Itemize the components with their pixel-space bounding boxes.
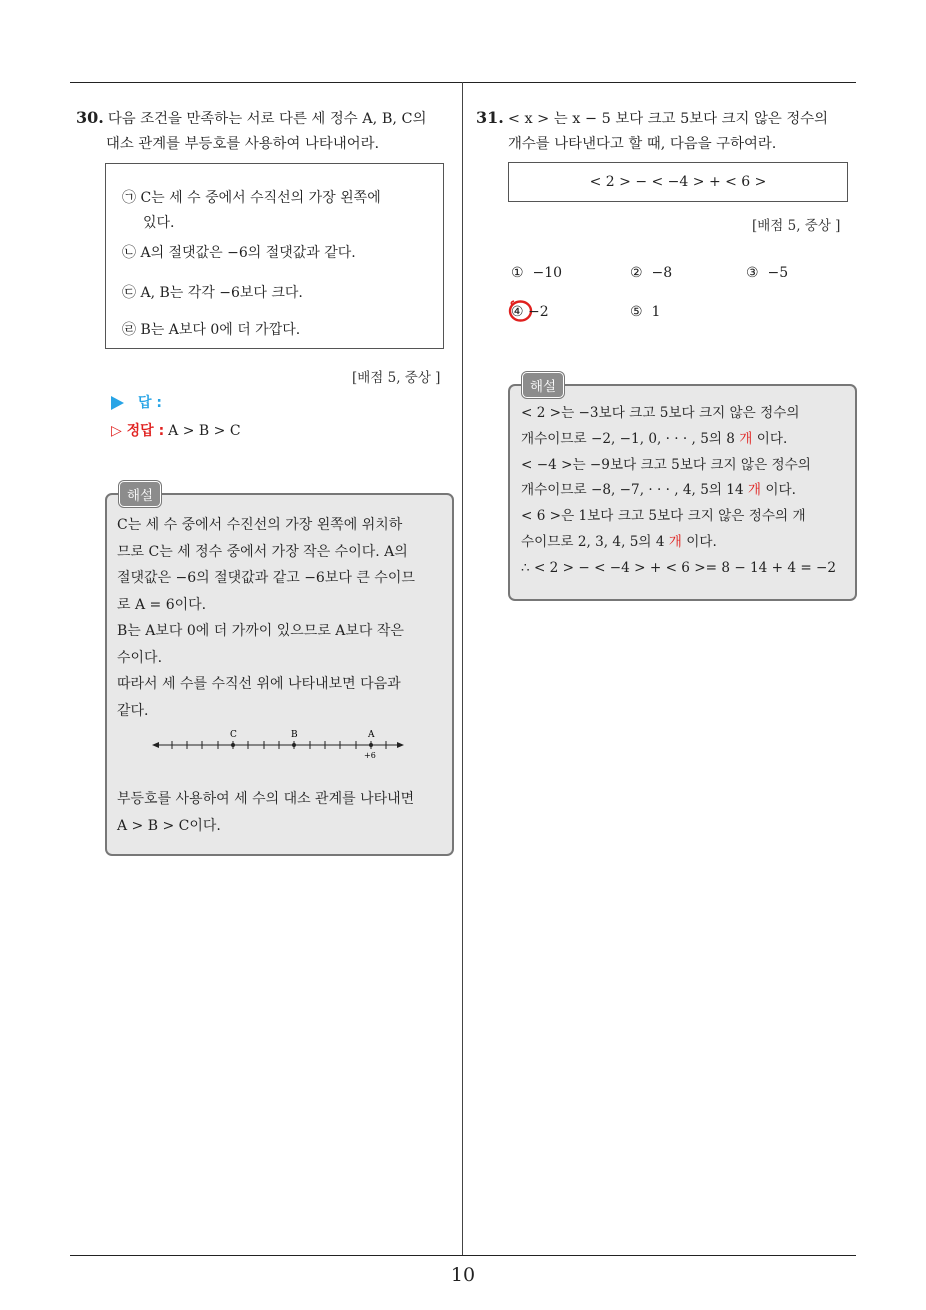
choice-2[interactable] xyxy=(630,265,672,281)
formula-box: < 2 > − < −4 > + < 6 > xyxy=(508,162,848,202)
condition-1-mark: ㉠ xyxy=(122,190,136,206)
explanation-line xyxy=(521,530,853,556)
q31-score: [배점 5, 중상 ] xyxy=(752,218,841,234)
play-triangle-icon xyxy=(111,396,124,410)
choice-5[interactable] xyxy=(630,304,660,320)
answer-label: 답 : xyxy=(138,395,162,411)
explanation-line: C는 세 수 중에서 수진선의 가장 왼쪽에 위치하 xyxy=(117,517,403,533)
choice-3[interactable] xyxy=(746,265,788,281)
condition-1-text: C는 세 수 중에서 수직선의 가장 왼쪽에 xyxy=(140,190,381,206)
explanation-line: 수이다. xyxy=(117,649,163,666)
condition-1-line2: 있다. xyxy=(143,215,175,231)
explanation-line: 절댓값은 −6의 절댓값과 같고 −6보다 큰 수이므 xyxy=(117,570,415,586)
choice-5-mark: ⑤ xyxy=(630,304,643,320)
explanation-text: 이다. xyxy=(681,533,717,550)
condition-4 xyxy=(122,318,300,342)
explanation-line xyxy=(521,478,853,504)
label-a: A xyxy=(368,730,375,740)
choice-4[interactable] xyxy=(511,304,549,320)
condition-2 xyxy=(122,241,356,265)
condition-4-mark: ㉣ xyxy=(122,322,136,338)
label-c: C xyxy=(230,730,237,740)
explanation-line: A > B > C이다. xyxy=(117,817,221,834)
condition-2-text: A의 절댓값은 −6의 절댓값과 같다. xyxy=(140,245,356,261)
explanation-text: < 2 >는 −3보다 크고 5보다 크지 않은 정수의 xyxy=(521,405,800,421)
condition-1 xyxy=(122,186,381,210)
q31-line1 xyxy=(476,104,828,133)
explanation-line: 므로 C는 세 정수 중에서 가장 작은 수이다. A의 xyxy=(117,543,408,560)
point-a xyxy=(369,743,373,747)
q30-answer-row xyxy=(111,392,162,412)
choice-1-value: −10 xyxy=(532,265,563,281)
explanation-tab: 해설 xyxy=(522,372,564,398)
explanation-line: 로 A = 6이다. xyxy=(117,596,207,613)
condition-4-text: B는 A보다 0에 더 가깝다. xyxy=(140,322,301,338)
explanation-line xyxy=(521,427,853,453)
highlight-text: 개 xyxy=(668,533,682,550)
q30-explanation-conclusion xyxy=(117,786,447,839)
q30-score: [배점 5, 중상 ] xyxy=(352,370,441,386)
correct-label: ▷ 정답 : xyxy=(111,423,165,439)
choice-4-value: −2 xyxy=(528,304,549,320)
label-b: B xyxy=(291,730,298,740)
explanation-text: 수이므로 2, 3, 4, 5의 4 xyxy=(521,533,669,550)
explanation-text: 이다. xyxy=(752,430,788,447)
explanation-line: 따라서 세 수를 수직선 위에 나타내보면 다음과 xyxy=(117,676,401,692)
bottom-rule xyxy=(70,1255,856,1256)
explanation-text: 개수이므로 −2, −1, 0, · · · , 5의 8 xyxy=(521,430,740,447)
explanation-text: 이다. xyxy=(761,482,796,499)
explanation-line xyxy=(521,504,853,530)
page-number: 10 xyxy=(450,1264,476,1286)
choice-2-value: −8 xyxy=(651,265,673,281)
explanation-text: < 6 >은 1보다 크고 5보다 크지 않은 정수의 개 xyxy=(521,508,806,525)
explanation-line: 같다. xyxy=(117,702,149,719)
correct-value: A > B > C xyxy=(168,423,241,439)
q31-number: 31. xyxy=(476,108,504,127)
explanation-text: < −4 >는 −9보다 크고 5보다 크지 않은 정수의 xyxy=(521,456,811,473)
q31-text-line1: < x > 는 x − 5 보다 크고 5보다 크지 않은 정수의 xyxy=(507,111,829,127)
point-c xyxy=(231,743,235,747)
explanation-line xyxy=(521,556,853,582)
condition-3-text: A, B는 각각 −6보다 크다. xyxy=(140,285,303,301)
choice-1[interactable] xyxy=(511,265,562,281)
choice-1-mark: ① xyxy=(511,265,524,281)
condition-2-mark: ㉡ xyxy=(122,245,136,261)
explanation-line xyxy=(521,453,853,479)
point-b xyxy=(292,743,296,747)
label-plus6: +6 xyxy=(364,751,376,760)
q31-explanation-text xyxy=(521,401,853,582)
choice-5-value: 1 xyxy=(651,304,661,320)
explanation-line: 부등호를 사용하여 세 수의 대소 관계를 나타내면 xyxy=(117,791,415,807)
choice-3-mark: ③ xyxy=(746,265,759,281)
number-line xyxy=(150,725,410,765)
q30-text-line2: 대소 관계를 부등호를 사용하여 나타내어라. xyxy=(106,136,380,152)
highlight-text: 개 xyxy=(739,430,753,447)
top-rule xyxy=(70,82,856,83)
explanation-text: 개수이므로 −8, −7, · · · , 4, 5의 14 xyxy=(521,482,748,499)
q30-explanation-text xyxy=(117,512,447,724)
explanation-line xyxy=(521,401,853,427)
q30-line1 xyxy=(76,104,426,133)
condition-3-mark: ㉢ xyxy=(122,285,136,301)
explanation-text: ∴ < 2 > − < −4 > + < 6 >= 8 − 14 + 4 = −2 xyxy=(521,559,837,576)
choice-2-mark: ② xyxy=(630,265,643,281)
q30-correct-row xyxy=(111,420,241,440)
q30-text-line1: 다음 조건을 만족하는 서로 다른 세 정수 A, B, C의 xyxy=(107,111,427,127)
highlight-text: 개 xyxy=(747,482,762,499)
q31-text-line2: 개수를 나타낸다고 할 때, 다음을 구하여라. xyxy=(508,136,777,152)
q30-number: 30. xyxy=(76,108,104,127)
condition-3 xyxy=(122,281,303,305)
choice-4-mark: ④ xyxy=(511,304,524,320)
explanation-tab: 해설 xyxy=(119,481,161,507)
column-divider xyxy=(462,82,463,1255)
explanation-line: B는 A보다 0에 더 가까이 있으므로 A보다 작은 xyxy=(117,623,404,639)
choice-3-value: −5 xyxy=(767,265,789,281)
